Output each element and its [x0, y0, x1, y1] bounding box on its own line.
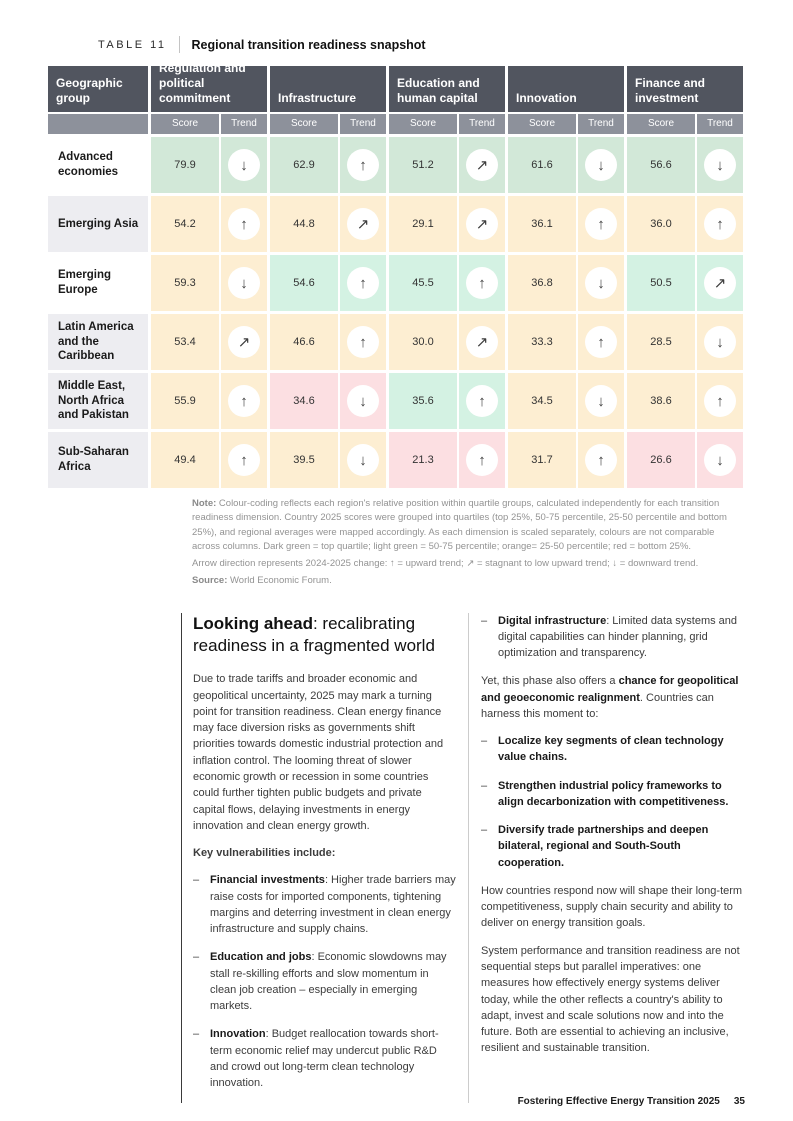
score-subheader: Score: [389, 114, 457, 134]
table-row: [48, 137, 745, 193]
trend-up-icon: ↑: [466, 385, 498, 417]
trend-down-icon: ↓: [585, 267, 617, 299]
caption-divider: [179, 36, 180, 53]
trend-subheader: Trend: [340, 114, 386, 134]
list-item-strengthen: – Strengthen industrial policy frameworks to align decarbonization with competitiveness.: [481, 778, 745, 811]
header-education: Education and human capital: [389, 66, 505, 112]
header-infrastructure: Infrastructure: [270, 66, 386, 112]
note-text: Note: Colour-coding reflects each region's relative position within quartile groups, calculated independently for each transition readiness dimension. Country 2025 scores were grouped into quartiles (top 25%, 50-75 percentile, 25-50 percentile and bottom 25%), and regional averages were mapped accordingly. As each dimension is scaled separately, colours are not comparable across columns. Dark green = top quartile; light green = 50-75 percentile; orange= 25-50 percentile; red = bottom 25%.: [192, 498, 727, 552]
trend-cell: [697, 432, 743, 488]
section-heading: Looking ahead: recalibrating readiness in a fragmented world: [193, 613, 435, 655]
score-cell: 31.7: [508, 432, 576, 488]
trend-cell: [221, 137, 267, 193]
trend-cell: [697, 373, 743, 429]
trend-up-icon: ↑: [347, 326, 379, 358]
article-left-column: [193, 613, 456, 1104]
score-subheader: Score: [270, 114, 338, 134]
trend-cell: [340, 373, 386, 429]
trend-down-icon: ↓: [228, 267, 260, 299]
trend-subheader: Trend: [221, 114, 267, 134]
trend-down-icon: ↓: [704, 326, 736, 358]
trend-cell: [340, 137, 386, 193]
table-row: [48, 314, 745, 370]
trend-cell: [221, 196, 267, 252]
trend-cell: [578, 432, 624, 488]
trend-upright-icon: ↗: [466, 149, 498, 181]
trend-cell: [459, 314, 505, 370]
score-cell: 51.2: [389, 137, 457, 193]
trend-down-icon: ↓: [347, 385, 379, 417]
source-line: Source: World Economic Forum.: [192, 575, 332, 587]
readiness-table: [48, 61, 745, 488]
looking-ahead-section: [181, 613, 745, 1104]
score-cell: 36.0: [627, 196, 695, 252]
group-label: Advanced economies: [48, 137, 148, 193]
score-cell: 46.6: [270, 314, 338, 370]
header-innovation: Innovation: [508, 66, 624, 112]
trend-down-icon: ↓: [585, 149, 617, 181]
respond-paragraph: How countries respond now will shape their long-term competitiveness, supply chain security and ability to deliver on energy transition goals.: [481, 884, 743, 930]
trend-cell: [578, 373, 624, 429]
score-cell: 53.4: [151, 314, 219, 370]
score-cell: 34.5: [508, 373, 576, 429]
score-cell: 35.6: [389, 373, 457, 429]
table-row: [48, 432, 745, 488]
trend-up-icon: ↑: [228, 208, 260, 240]
system-performance-paragraph: System performance and transition readiness are not sequential steps but parallel imperatives: one measures how effectively energy systems deliver today, while the other reflects a country's ability to adapt, invest and scale solutions now and into the future. Both are essential to achieving an inclusive, resilient and sustainable transition.: [481, 944, 740, 1055]
column-divider: [468, 613, 469, 1104]
score-cell: 21.3: [389, 432, 457, 488]
score-cell: 36.1: [508, 196, 576, 252]
score-subheader: Score: [508, 114, 576, 134]
article-right-column: [481, 613, 745, 1104]
trend-cell: [578, 196, 624, 252]
list-item-education-and-jobs: – Education and jobs: Economic slowdowns may stall re-skilling efforts and slow momentum in clean job creation – especially in emerging markets.: [193, 949, 456, 1014]
score-cell: 62.9: [270, 137, 338, 193]
list-item-diversify: – Diversify trade partnerships and deepen bilateral, regional and South-South cooperation.: [481, 822, 745, 871]
trend-cell: [221, 432, 267, 488]
dash: –: [193, 1028, 200, 1041]
list-item-financial-investments: – Financial investments: Higher trade barriers may raise costs for imported components, tightening margins and deterring investment in clean energy infrastructure and supply chains.: [193, 872, 456, 937]
trend-down-icon: ↓: [704, 444, 736, 476]
list-item-localize: – Localize key segments of clean technology value chains.: [481, 733, 745, 766]
table-note: [192, 497, 745, 589]
table-body: [48, 137, 745, 488]
trend-upright-icon: ↗: [466, 326, 498, 358]
vulnerabilities-subhead: Key vulnerabilities include:: [193, 847, 336, 860]
list-item-digital-infrastructure: – Digital infrastructure: Limited data systems and digital capabilities can hinder planning, grid optimization and transparency.: [481, 613, 745, 662]
trend-cell: [221, 255, 267, 311]
trend-subheader: Trend: [697, 114, 743, 134]
score-cell: 59.3: [151, 255, 219, 311]
page-footer: [518, 1096, 745, 1107]
group-label: Middle East, North Africa and Pakistan: [48, 373, 148, 429]
header-regulation: Regulation and political commitment: [151, 66, 267, 112]
score-cell: 26.6: [627, 432, 695, 488]
table-caption: [98, 36, 745, 53]
trend-cell: [459, 137, 505, 193]
table-number-label: TABLE 11: [98, 38, 167, 51]
trend-up-icon: ↑: [585, 444, 617, 476]
trend-up-icon: ↑: [704, 208, 736, 240]
trend-cell: [340, 196, 386, 252]
score-cell: 55.9: [151, 373, 219, 429]
trend-down-icon: ↓: [347, 444, 379, 476]
trend-up-icon: ↑: [585, 326, 617, 358]
intro-paragraph: Due to trade tariffs and broader economic and geopolitical uncertainty, 2025 may mark a turning point for transition readiness. Clean energy finance may face diversion risks as governments shift priorities towards domestic industrial protection and inflation control. The looming threat of slower economic growth or recession in some countries could further tighten public budgets and private capital flows, delaying investments in energy innovation and clean energy growth.: [193, 673, 444, 832]
table-row: [48, 255, 745, 311]
score-subheader: Score: [151, 114, 219, 134]
score-cell: 28.5: [627, 314, 695, 370]
source-label: Source:: [192, 575, 228, 587]
dash: –: [481, 779, 488, 792]
score-cell: 54.2: [151, 196, 219, 252]
page-number: 35: [733, 1096, 745, 1107]
trend-down-icon: ↓: [228, 149, 260, 181]
trend-up-icon: ↑: [228, 385, 260, 417]
trend-cell: [459, 196, 505, 252]
trend-cell: [697, 196, 743, 252]
dash: –: [193, 874, 200, 887]
trend-cell: [221, 373, 267, 429]
score-cell: 50.5: [627, 255, 695, 311]
list-item-innovation: – Innovation: Budget reallocation towards short-term economic relief may undercut public R&D and crowd out long-term clean technology innovation.: [193, 1026, 456, 1091]
trend-cell: [697, 137, 743, 193]
trend-up-icon: ↑: [466, 444, 498, 476]
score-cell: 79.9: [151, 137, 219, 193]
arrow-legend: Arrow direction represents 2024-2025 change: ↑ = upward trend; ↗ = stagnant to low upward trend; ↓ = downward trend.: [192, 558, 699, 569]
table-subheader-row: [48, 114, 745, 134]
note-label: Note:: [192, 498, 217, 509]
trend-cell: [340, 314, 386, 370]
dash: –: [481, 735, 488, 748]
trend-upright-icon: ↗: [466, 208, 498, 240]
group-subheader-spacer: [48, 114, 148, 134]
trend-cell: [697, 314, 743, 370]
score-cell: 30.0: [389, 314, 457, 370]
trend-cell: [340, 255, 386, 311]
trend-down-icon: ↓: [585, 385, 617, 417]
trend-up-icon: ↑: [585, 208, 617, 240]
group-label: Latin America and the Caribbean: [48, 314, 148, 370]
score-cell: 61.6: [508, 137, 576, 193]
trend-cell: [578, 137, 624, 193]
trend-cell: [221, 314, 267, 370]
table-header-row: [48, 61, 745, 112]
score-cell: 56.6: [627, 137, 695, 193]
report-title: Fostering Effective Energy Transition 2025: [517, 1096, 720, 1107]
trend-cell: [578, 314, 624, 370]
header-geographic-group: Geographic group: [48, 66, 148, 112]
score-cell: 29.1: [389, 196, 457, 252]
table-row: [48, 373, 745, 429]
dash: –: [481, 614, 488, 627]
dash: –: [193, 951, 200, 964]
score-cell: 38.6: [627, 373, 695, 429]
group-label: Sub-Saharan Africa: [48, 432, 148, 488]
trend-cell: [459, 373, 505, 429]
trend-upright-icon: ↗: [704, 267, 736, 299]
trend-up-icon: ↑: [347, 267, 379, 299]
trend-cell: [459, 255, 505, 311]
score-cell: 39.5: [270, 432, 338, 488]
score-subheader: Score: [627, 114, 695, 134]
trend-subheader: Trend: [459, 114, 505, 134]
trend-upright-icon: ↗: [347, 208, 379, 240]
trend-up-icon: ↑: [347, 149, 379, 181]
score-cell: 49.4: [151, 432, 219, 488]
trend-up-icon: ↑: [466, 267, 498, 299]
trend-cell: [459, 432, 505, 488]
score-cell: 44.8: [270, 196, 338, 252]
header-finance: Finance and investment: [627, 66, 743, 112]
score-cell: 36.8: [508, 255, 576, 311]
dash: –: [481, 824, 488, 837]
score-cell: 45.5: [389, 255, 457, 311]
realignment-paragraph: Yet, this phase also offers a chance for geopolitical and geoeconomic realignment. Countries can harness this moment to:: [481, 675, 739, 720]
score-cell: 34.6: [270, 373, 338, 429]
trend-down-icon: ↓: [704, 149, 736, 181]
trend-cell: [697, 255, 743, 311]
score-cell: 54.6: [270, 255, 338, 311]
trend-subheader: Trend: [578, 114, 624, 134]
score-cell: 33.3: [508, 314, 576, 370]
trend-cell: [578, 255, 624, 311]
trend-cell: [340, 432, 386, 488]
trend-upright-icon: ↗: [228, 326, 260, 358]
group-label: Emerging Europe: [48, 255, 148, 311]
trend-up-icon: ↑: [228, 444, 260, 476]
table-title: Regional transition readiness snapshot: [191, 37, 426, 52]
trend-up-icon: ↑: [704, 385, 736, 417]
group-label: Emerging Asia: [48, 196, 148, 252]
table-row: [48, 196, 745, 252]
